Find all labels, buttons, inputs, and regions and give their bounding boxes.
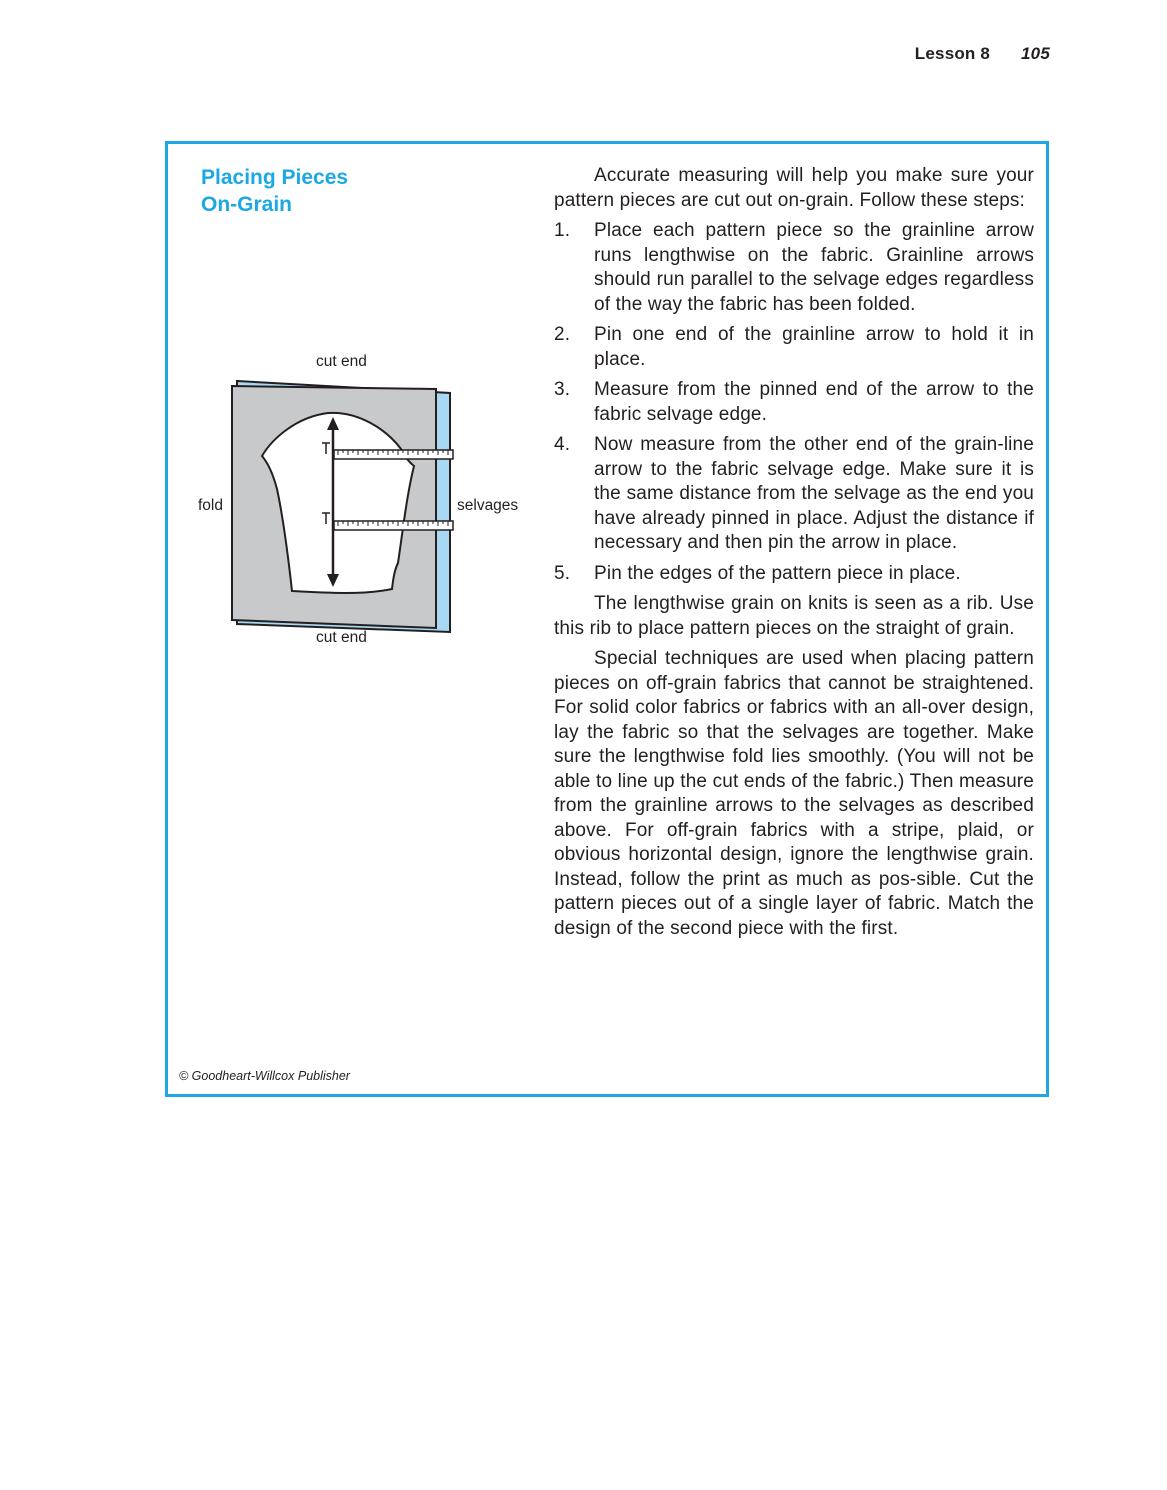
step-number: 4.: [554, 434, 571, 455]
step-item: [554, 562, 1034, 587]
page-number: 105: [1021, 44, 1050, 63]
step-text: Place each pattern piece so the grainline arrow runs lengthwise on the fabric. Grainline arrows should run parallel to the selvage edges regardless of the way the fabric has been folded.: [594, 220, 1034, 315]
lesson-label: Lesson 8: [914, 44, 991, 63]
label-fold: fold: [198, 497, 223, 514]
figure-credit: © Goodheart-Willcox Publisher: [179, 1069, 350, 1083]
body-text: [554, 164, 1034, 941]
feature-title-line2: On-Grain: [201, 193, 293, 216]
step-item: [554, 323, 1034, 372]
step-number: 2.: [554, 324, 571, 345]
page-header: [915, 44, 1050, 64]
intro-paragraph: Accurate measuring will help you make sure your pattern pieces are cut out on-grain. Follow these steps:: [554, 165, 1034, 211]
step-text: Now measure from the other end of the grain-line arrow to the fabric selvage edge. Make sure it is the same distance from the selvage as the end you have already pinned in place. Adjust the distance if necessary and then pin the arrow in place.: [594, 434, 1034, 553]
step-item: [554, 433, 1034, 556]
feature-title-line1: Placing Pieces: [201, 166, 349, 189]
step-text: Pin the edges of the pattern piece in place.: [594, 562, 961, 584]
step-text: Measure from the pinned end of the arrow to the fabric selvage edge.: [594, 379, 1034, 425]
step-text: Pin one end of the grainline arrow to hold it in place.: [594, 324, 1034, 370]
special-techniques-paragraph: Special techniques are used when placing pattern pieces on off-grain fabrics that cannot be straightened. For solid color fabrics or fabrics with an all-over design, lay the fabric so that the selvages are together. Make sure the lengthwise fold lies smoothly. (You will not be able to line up the cut ends of the fabric.) Then measure from the grainline arrows to the selvages as described above. For off-grain fabrics with a stripe, plaid, or obvious horizontal design, ignore the lengthwise grain. Instead, follow the print as much as pos-sible. Cut the pattern pieces out of a single layer of fabric. Match the design of the second piece with the first.: [554, 648, 1034, 939]
knits-paragraph: The lengthwise grain on knits is seen as a rib. Use this rib to place pattern pieces on the straight of grain.: [554, 593, 1034, 639]
step-item: [554, 378, 1034, 427]
measuring-tape-top: [334, 450, 453, 459]
label-selvages: selvages: [457, 497, 519, 514]
step-item: [554, 219, 1034, 317]
label-cut-end-bottom: cut end: [316, 629, 367, 646]
label-cut-end-top: cut end: [316, 353, 367, 370]
step-number: 5.: [554, 562, 571, 584]
measuring-tape-bottom: [334, 521, 453, 530]
on-grain-figure: [188, 353, 548, 659]
step-number: 3.: [554, 379, 571, 400]
feature-box: [165, 141, 1049, 1097]
feature-title: [201, 164, 348, 218]
steps-list: [554, 219, 1034, 586]
step-number: 1.: [554, 220, 571, 241]
